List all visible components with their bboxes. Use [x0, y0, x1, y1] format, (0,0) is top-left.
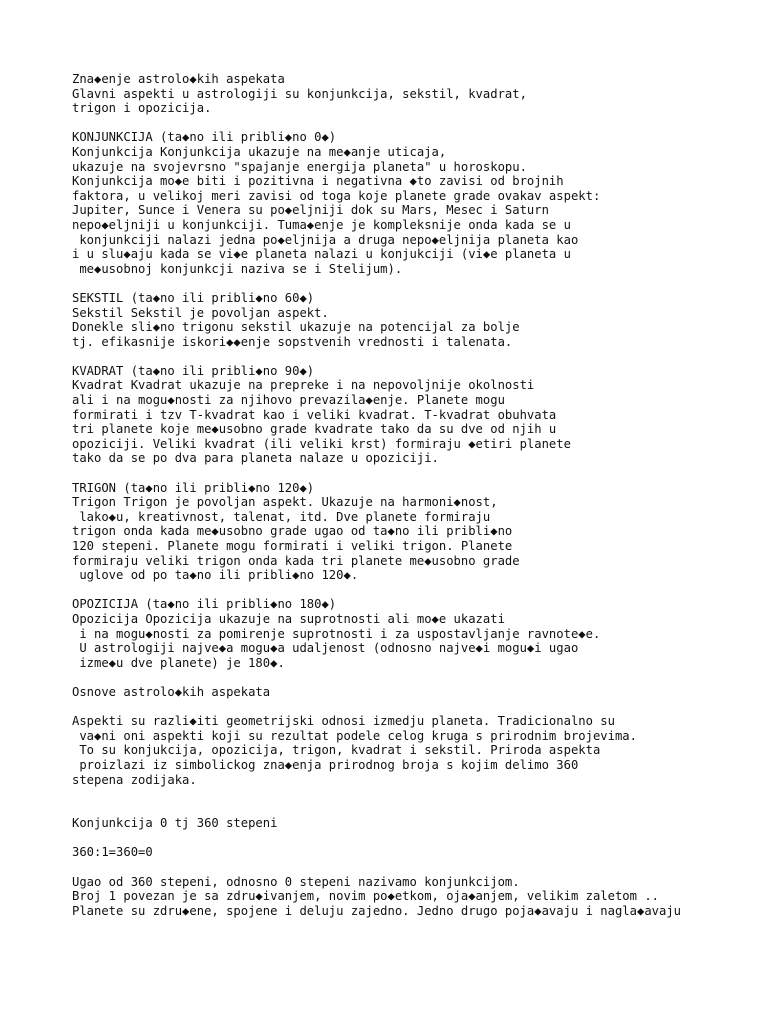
kvadrat-line: formirati i tzv T-kvadrat kao i veliki kvadrat. T-kvadrat obuhvata [72, 407, 557, 422]
osnove-line: stepena zodijaka. [72, 772, 197, 787]
kvadrat-line: ali i na mogu◆nosti za njihovo prevazila◆enje. Planete mogu [72, 393, 505, 408]
sekstil-line: Donekle sli◆no trigonu sekstil ukazuje na potencijal za bolje [72, 320, 520, 335]
konjunkcija-line: Jupiter, Sunce i Venera su po◆eljniji dok su Mars, Mesec i Saturn [72, 203, 549, 218]
konjunkcija360-line: Planete su zdru◆ene, spojene i deluju zajedno. Jedno drugo poja◆avaju i nagla◆avaju [72, 903, 682, 918]
trigon-line: lako◆u, kreativnost, talenat, itd. Dve planete formiraju [72, 509, 491, 524]
konjunkcija-line: i u slu◆aju kada se vi◆e planeta nalazi u konjukciji (vi◆e planeta u [72, 247, 571, 262]
osnove-line: va◆ni oni aspekti koji su rezultat podele celog kruga s prirodnim brojevima. [72, 728, 637, 743]
konjunkcija-heading: KONJUNKCIJA (ta◆no ili pribli◆no 0◆) [72, 130, 337, 145]
trigon-heading: TRIGON (ta◆no ili pribli◆no 120◆) [72, 480, 315, 495]
trigon-line: 120 stepeni. Planete mogu formirati i veliki trigon. Planete [72, 539, 513, 553]
kvadrat-line: tri planete koje me◆usobno grade kvadrate tako da su dve od njih u [72, 422, 557, 437]
konjunkcija-line: faktora, u velikoj meri zavisi od toga koje planete grade ovakav aspekt: [72, 188, 601, 203]
kvadrat-line: opoziciji. Veliki kvadrat (ili veliki krst) formiraju ◆etiri planete [72, 436, 571, 451]
konjunkcija-line: ukazuje na svojevrsno "spajanje energija planeta" u horoskopu. [72, 159, 527, 174]
konjunkcija-line: konjunkciji nalazi jedna po◆eljnija a druga nepo◆eljnija planeta kao [72, 232, 579, 247]
sekstil-line: Sekstil Sekstil je povoljan aspekt. [72, 305, 329, 320]
konjunkcija360-formula: 360:1=360=0 [72, 845, 153, 860]
konjunkcija-line: me◆usobnoj konjunkcji naziva se i Stelijum). [72, 261, 403, 276]
paragraph-gap [72, 670, 752, 685]
paragraph-gap [72, 860, 752, 875]
paragraph-gap [72, 583, 752, 598]
paragraph-gap [72, 831, 752, 846]
konjunkcija360-heading: Konjunkcija 0 tj 360 stepeni [72, 816, 278, 831]
konjunkcija-line: Konjunkcija mo◆e biti i pozitivna i negativna ◆to zavisi od brojnih [72, 174, 564, 189]
trigon-line: Trigon Trigon je povoljan aspekt. Ukazuje na harmoni◆nost, [72, 495, 498, 510]
paragraph-gap [72, 787, 752, 816]
paragraph-gap [72, 466, 752, 481]
konjunkcija-line: nepo◆eljniji u konjunkciji. Tuma◆enje je kompleksnije onda kada se u [72, 217, 571, 232]
trigon-line: formiraju veliki trigon onda kada tri planete me◆usobno grade [72, 553, 520, 568]
document-page [72, 72, 752, 918]
intro-line: Glavni aspekti u astrologiji su konjunkcija, sekstil, kvadrat, [72, 86, 527, 101]
sekstil-line: tj. efikasnije iskori◆◆enje sopstvenih vrednosti i talenata. [72, 334, 513, 349]
kvadrat-line: Kvadrat Kvadrat ukazuje na prepreke i na nepovoljnije okolnosti [72, 378, 535, 393]
paragraph-gap [72, 700, 752, 715]
opozicija-line: izme◆u dve planete) je 180◆. [72, 655, 285, 670]
paragraph-gap [72, 276, 752, 291]
intro-heading: Zna◆enje astrolo◆kih aspekata [72, 72, 285, 86]
osnove-heading: Osnove astrolo◆kih aspekata [72, 684, 271, 699]
sekstil-heading: SEKSTIL (ta◆no ili pribli◆no 60◆) [72, 290, 315, 305]
osnove-line: To su konjukcija, opozicija, trigon, kvadrat i sekstil. Priroda aspekta [72, 743, 601, 758]
trigon-line: uglove od po ta◆no ili pribli◆no 120◆. [72, 568, 359, 583]
opozicija-heading: OPOZICIJA (ta◆no ili pribli◆no 180◆) [72, 597, 337, 612]
osnove-line: proizlazi iz simbolickog zna◆enja prirodnog broja s kojim delimo 360 [72, 757, 579, 772]
konjunkcija360-line: Ugao od 360 stepeni, odnosno 0 stepeni nazivamo konjunkcijom. [72, 874, 520, 889]
konjunkcija-line: Konjunkcija Konjunkcija ukazuje na me◆anje uticaja, [72, 144, 447, 159]
opozicija-line: Opozicija Opozicija ukazuje na suprotnosti ali mo◆e ukazati [72, 611, 505, 626]
osnove-line: Aspekti su razli◆iti geometrijski odnosi izmedju planeta. Tradicionalno su [72, 714, 615, 729]
kvadrat-line: tako da se po dva para planeta nalaze u opoziciji. [72, 451, 439, 466]
paragraph-gap [72, 349, 752, 364]
intro-line: trigon i opozicija. [72, 101, 212, 116]
opozicija-line: U astrologiji najve◆a mogu◆a udaljenost (odnosno najve◆i mogu◆i ugao [72, 641, 579, 656]
paragraph-gap [72, 116, 752, 131]
trigon-line: trigon onda kada me◆usobno grade ugao od ta◆no ili pribli◆no [72, 524, 513, 539]
kvadrat-heading: KVADRAT (ta◆no ili pribli◆no 90◆) [72, 363, 315, 378]
konjunkcija360-line: Broj 1 povezan je sa zdru◆ivanjem, novim po◆etkom, oja◆anjem, velikim zaletom .. [72, 889, 659, 904]
opozicija-line: i na mogu◆nosti za pomirenje suprotnosti i za uspostavljanje ravnote◆e. [72, 626, 601, 641]
